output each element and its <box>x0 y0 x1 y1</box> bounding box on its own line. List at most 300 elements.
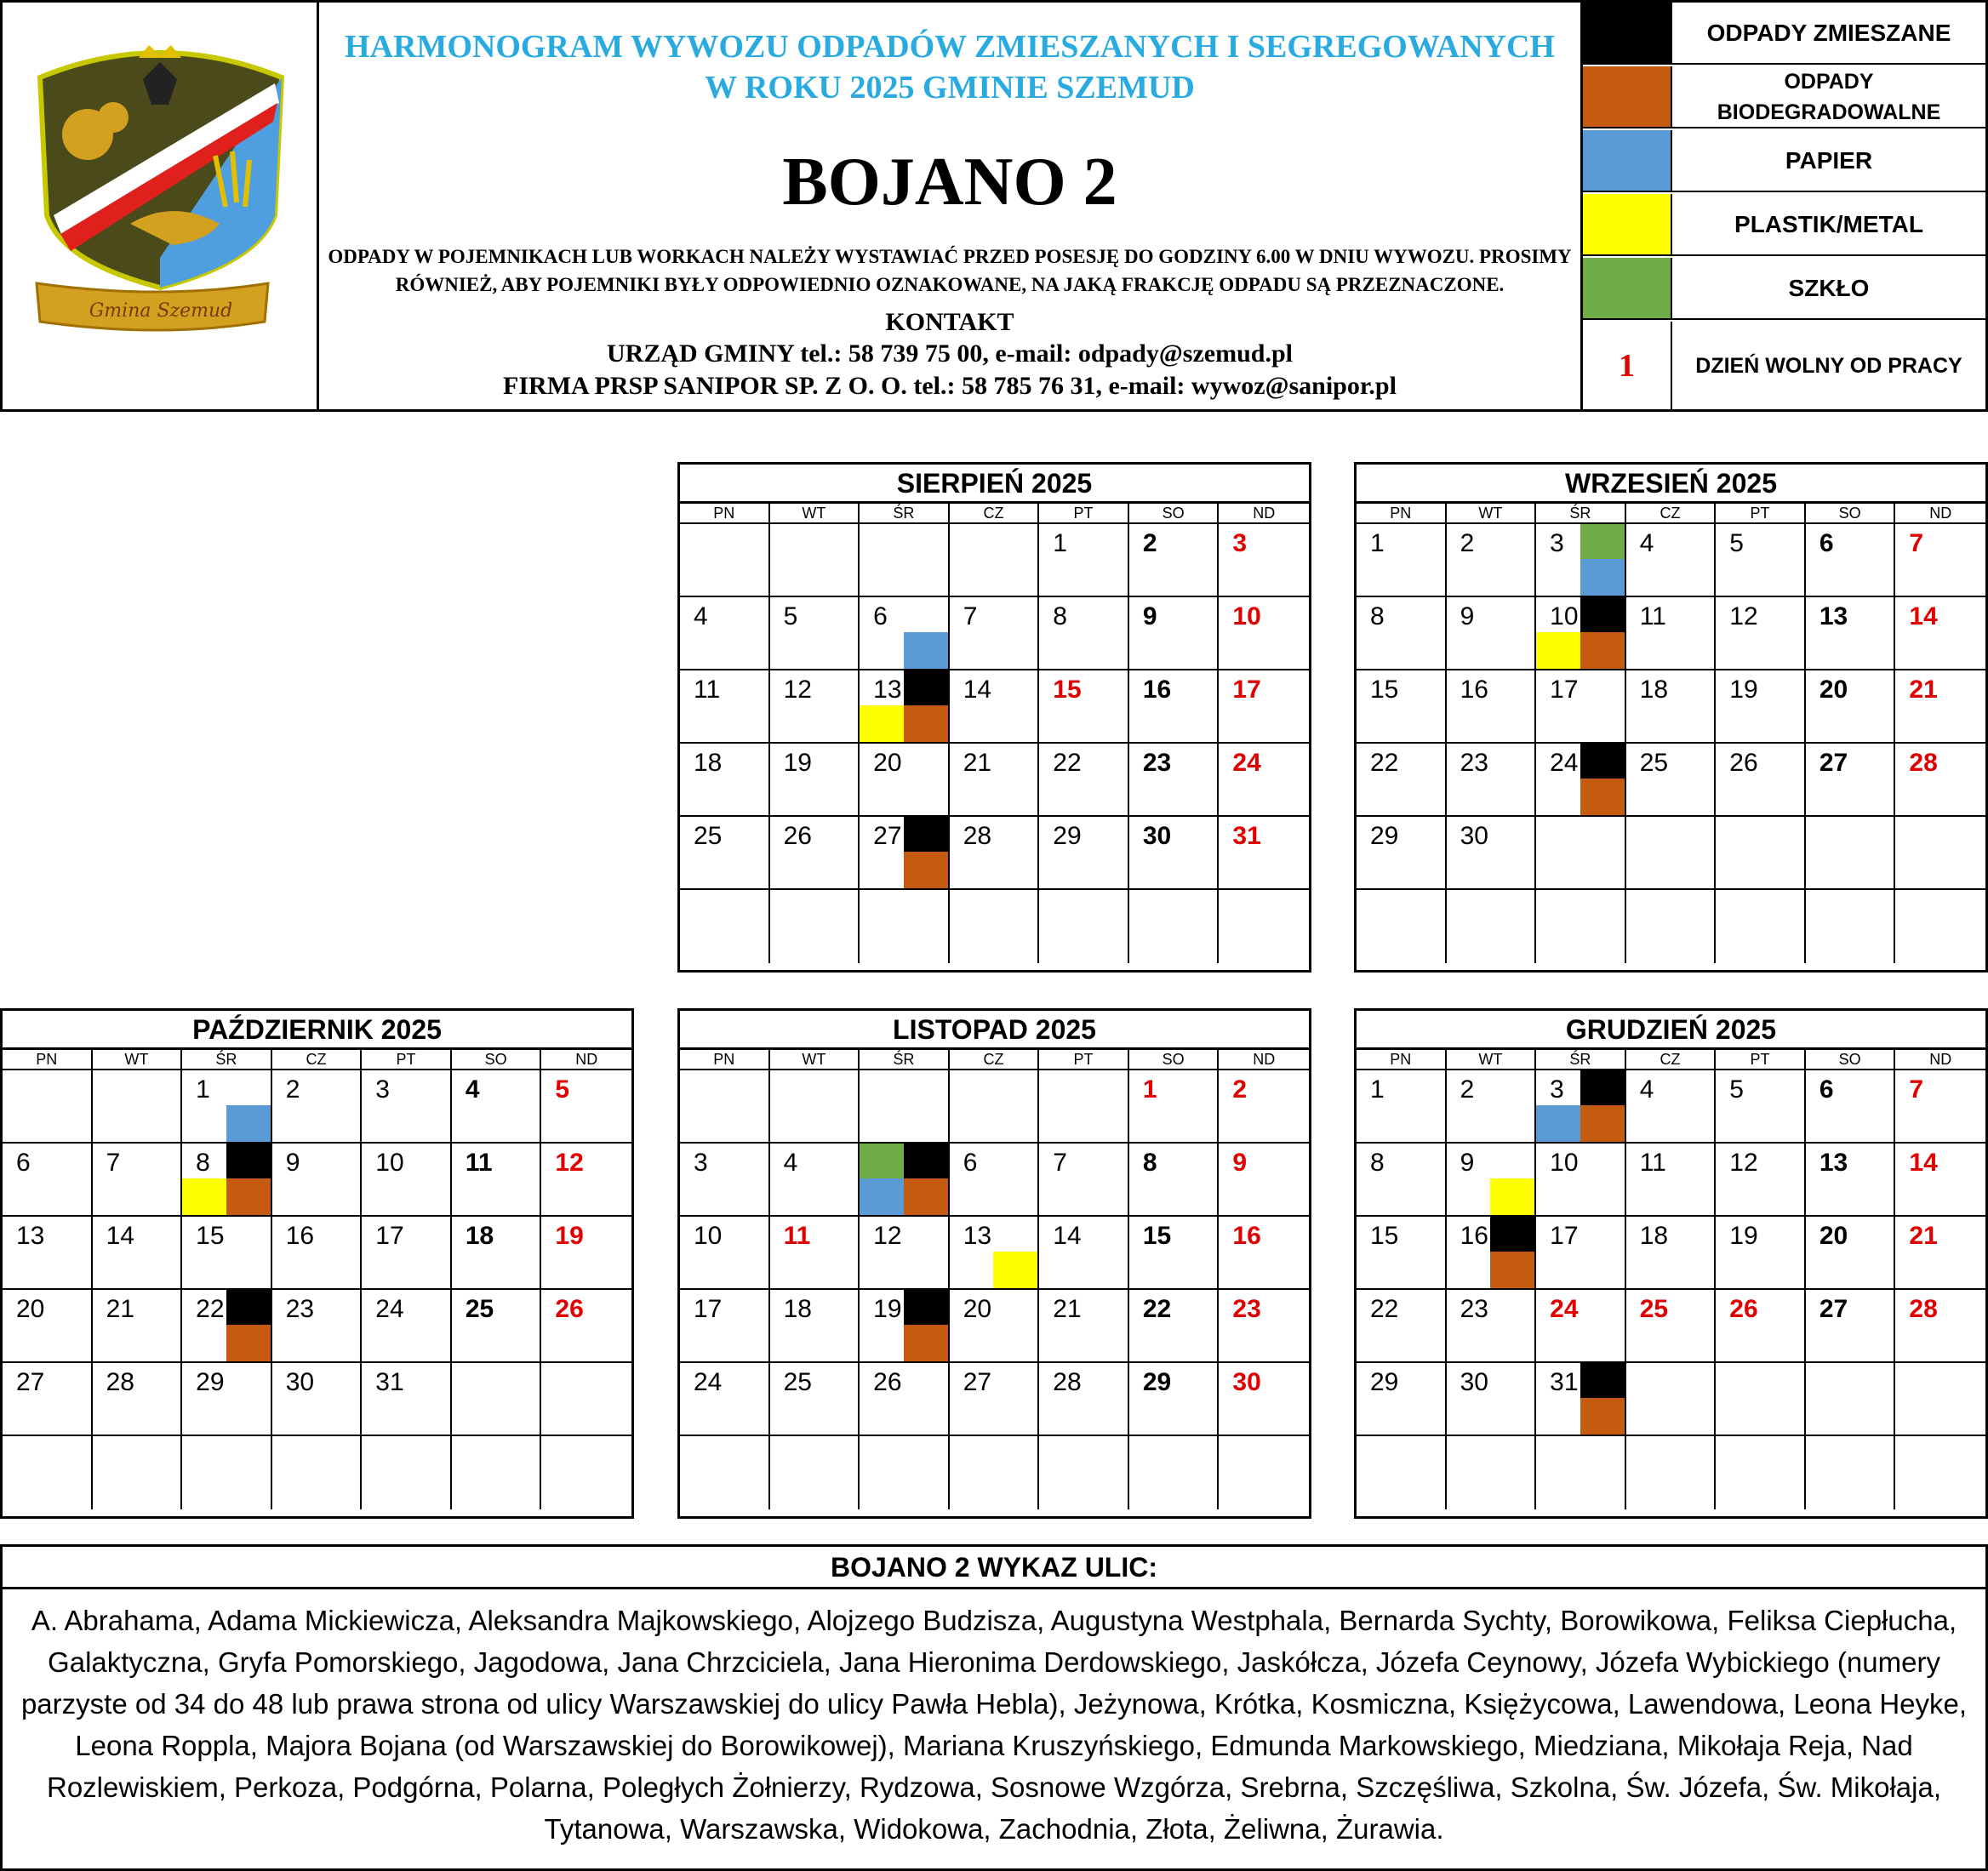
day-cell <box>950 1436 1040 1509</box>
day-number: 4 <box>783 1149 798 1177</box>
day-cell <box>950 890 1040 963</box>
day-cell <box>770 1436 860 1509</box>
day-cell <box>1895 744 1985 817</box>
day-cell <box>1039 817 1129 890</box>
day-number: 28 <box>1909 1295 1938 1323</box>
day-cell <box>1536 744 1626 817</box>
legend-bio <box>1583 66 1985 128</box>
day-number: 20 <box>16 1295 45 1323</box>
day-cell <box>3 1436 93 1509</box>
day-number: 17 <box>694 1295 723 1323</box>
day-cell <box>362 1363 452 1436</box>
day-number: 8 <box>1142 1149 1157 1177</box>
weekday-label: PN <box>1357 1050 1447 1069</box>
zmieszane-pickup-marker <box>904 1290 948 1326</box>
day-cell <box>680 1217 770 1290</box>
day-number: 13 <box>16 1222 45 1250</box>
day-number: 18 <box>694 749 723 777</box>
day-number: 7 <box>963 602 978 630</box>
day-number: 18 <box>1639 1222 1669 1250</box>
day-number: 12 <box>783 676 812 704</box>
day-cell <box>1129 670 1220 744</box>
day-cell <box>1219 1363 1309 1436</box>
weekday-label: PN <box>1357 504 1447 522</box>
day-number: 16 <box>1460 676 1488 704</box>
bio-pickup-marker <box>904 1178 948 1215</box>
weekday-label: WT <box>93 1050 183 1069</box>
day-number: 23 <box>1142 749 1172 777</box>
day-number: 9 <box>1232 1149 1248 1177</box>
day-number: 22 <box>1053 749 1082 777</box>
day-number: 8 <box>1370 602 1385 630</box>
day-number: 28 <box>963 822 992 850</box>
day-cell <box>1357 1070 1447 1144</box>
day-cell <box>1447 890 1537 963</box>
bio-pickup-marker <box>904 705 948 742</box>
street-list <box>0 1544 1988 1871</box>
weekday-label: PT <box>1039 1050 1129 1069</box>
day-cell <box>1219 744 1309 817</box>
schedule-title <box>319 26 1580 108</box>
day-cell <box>182 1217 272 1290</box>
day-cell <box>1716 670 1806 744</box>
day-cell <box>950 1070 1040 1144</box>
weekday-label: CZ <box>1626 504 1717 522</box>
day-cell <box>1039 1290 1129 1363</box>
day-cell <box>1129 890 1220 963</box>
day-number: 5 <box>555 1075 570 1104</box>
day-cell <box>1219 1436 1309 1509</box>
day-cell <box>860 670 950 744</box>
day-number: 2 <box>1460 1075 1475 1104</box>
day-cell <box>182 1290 272 1363</box>
day-number: 15 <box>1370 676 1399 704</box>
day-number: 14 <box>963 676 992 704</box>
day-number: 23 <box>1460 1295 1488 1323</box>
day-number: 9 <box>285 1149 300 1177</box>
day-cell <box>680 744 770 817</box>
day-number: 28 <box>1909 749 1938 777</box>
weekday-label: PT <box>1039 504 1129 522</box>
day-number: 15 <box>1142 1222 1172 1250</box>
day-cell <box>1716 1144 1806 1217</box>
day-cell <box>1806 524 1896 597</box>
weekday-label: ND <box>1929 1051 1952 1068</box>
day-number: 17 <box>375 1222 404 1250</box>
day-number: 12 <box>873 1222 902 1250</box>
day-cell <box>1536 1217 1626 1290</box>
day-number: 1 <box>1053 529 1067 557</box>
weekday-label: CZ <box>950 1050 1040 1069</box>
day-number: 25 <box>694 822 723 850</box>
day-cell <box>1806 1070 1896 1144</box>
day-cell <box>452 1363 542 1436</box>
day-number: 23 <box>1232 1295 1261 1323</box>
weekday-label: WT <box>1447 1050 1537 1069</box>
day-cell <box>1039 1217 1129 1290</box>
plastik-pickup-marker <box>1536 632 1580 669</box>
day-cell <box>1626 1070 1717 1144</box>
day-cell <box>541 1217 631 1290</box>
day-number: 12 <box>555 1149 584 1177</box>
calendar-sierpien <box>677 462 1311 973</box>
day-number: 19 <box>555 1222 584 1250</box>
day-cell <box>1895 1290 1985 1363</box>
day-cell <box>1806 744 1896 817</box>
day-cell <box>1357 817 1447 890</box>
day-number: 25 <box>465 1295 494 1323</box>
day-cell <box>1219 524 1309 597</box>
day-cell <box>770 1144 860 1217</box>
day-number: 26 <box>555 1295 584 1323</box>
day-cell <box>1447 524 1537 597</box>
day-cell <box>541 1144 631 1217</box>
day-number: 20 <box>873 749 902 777</box>
day-cell <box>770 817 860 890</box>
day-cell <box>452 1290 542 1363</box>
day-cell <box>272 1070 363 1144</box>
day-number: 13 <box>1819 1149 1848 1177</box>
day-cell <box>93 1436 183 1509</box>
day-cell <box>1447 817 1537 890</box>
day-cell <box>1716 1290 1806 1363</box>
legend-label: PAPIER <box>1785 146 1873 174</box>
day-number: 29 <box>1370 1368 1399 1396</box>
day-number: 6 <box>1819 1075 1834 1104</box>
day-cell <box>1039 1436 1129 1509</box>
day-number: 24 <box>1550 749 1579 777</box>
day-number: 22 <box>1370 749 1399 777</box>
day-number: 6 <box>873 602 888 630</box>
weekday-label: ND <box>575 1051 598 1068</box>
day-cell <box>770 1217 860 1290</box>
day-cell <box>770 1290 860 1363</box>
day-number: 1 <box>196 1075 210 1104</box>
plastik-pickup-marker <box>1490 1178 1534 1215</box>
day-cell <box>950 1144 1040 1217</box>
day-cell <box>860 1363 950 1436</box>
day-number: 13 <box>963 1222 992 1250</box>
day-number: 3 <box>694 1149 708 1177</box>
day-cell <box>1626 524 1717 597</box>
zmieszane-pickup-marker <box>904 817 948 853</box>
zmieszane-pickup-marker <box>226 1144 271 1180</box>
day-cell <box>1626 1363 1717 1436</box>
day-number: 25 <box>1639 1295 1669 1323</box>
day-cell <box>1447 1363 1537 1436</box>
day-cell <box>272 1290 363 1363</box>
legend <box>1583 3 1985 409</box>
day-cell <box>860 890 950 963</box>
day-cell <box>1129 1144 1220 1217</box>
day-cell <box>1219 597 1309 670</box>
day-number: 29 <box>1142 1368 1172 1396</box>
header <box>0 0 1988 412</box>
title-line-2: W ROKU 2025 GMINIE SZEMUD <box>705 70 1195 106</box>
day-cell <box>272 1144 363 1217</box>
day-cell <box>1129 1363 1220 1436</box>
day-number: 19 <box>1729 676 1758 704</box>
weekday-header <box>1357 1050 1985 1070</box>
day-number: 11 <box>783 1222 811 1250</box>
weekday-label: ŚR <box>860 1050 950 1069</box>
day-number: 3 <box>1550 1075 1564 1104</box>
day-cell <box>1626 1144 1717 1217</box>
day-cell <box>1536 1070 1626 1144</box>
day-cell <box>1806 1436 1896 1509</box>
day-cell <box>93 1144 183 1217</box>
weekday-label: SO <box>1129 1050 1220 1069</box>
day-cell <box>1536 1436 1626 1509</box>
day-cell <box>860 524 950 597</box>
bio-pickup-marker <box>1580 1398 1625 1435</box>
day-cell <box>1895 670 1985 744</box>
day-cell <box>680 670 770 744</box>
day-number: 4 <box>465 1075 480 1104</box>
logo-text: Gmina Szemud <box>89 300 233 322</box>
day-number: 4 <box>1639 529 1654 557</box>
calendar-grid <box>3 1070 631 1509</box>
weekday-label: SO <box>1129 504 1220 522</box>
day-cell <box>1806 1290 1896 1363</box>
day-number: 17 <box>1232 676 1261 704</box>
day-cell <box>950 670 1040 744</box>
day-number: 16 <box>1142 676 1172 704</box>
day-number: 31 <box>375 1368 404 1396</box>
weekday-header <box>1357 504 1985 524</box>
day-number: 15 <box>1370 1222 1399 1250</box>
day-number: 2 <box>1460 529 1475 557</box>
plastik-pickup-marker <box>182 1178 226 1215</box>
day-number: 26 <box>873 1368 902 1396</box>
day-number: 30 <box>1142 822 1172 850</box>
day-cell <box>1039 744 1129 817</box>
day-number: 1 <box>1370 529 1385 557</box>
day-number: 29 <box>196 1368 225 1396</box>
day-cell <box>680 1144 770 1217</box>
calendar-title: WRZESIEŃ 2025 <box>1357 465 1985 504</box>
day-cell <box>1536 1363 1626 1436</box>
weekday-header <box>680 1050 1309 1070</box>
papier-pickup-marker <box>860 1178 904 1215</box>
day-number: 14 <box>1909 602 1938 630</box>
day-number: 11 <box>465 1149 493 1177</box>
day-number: 9 <box>1460 1149 1475 1177</box>
day-number: 19 <box>873 1295 902 1323</box>
day-number: 12 <box>1729 602 1758 630</box>
day-number: 30 <box>1460 822 1488 850</box>
papier-pickup-marker <box>904 632 948 669</box>
day-cell <box>93 1217 183 1290</box>
weekday-label: ND <box>1253 1051 1276 1068</box>
day-cell <box>1536 670 1626 744</box>
day-cell <box>680 524 770 597</box>
legend-label: ODPADY ZMIESZANE <box>1706 19 1951 46</box>
day-cell <box>1129 817 1220 890</box>
day-number: 4 <box>694 602 708 630</box>
day-number: 11 <box>694 676 721 704</box>
day-number: 31 <box>1550 1368 1579 1396</box>
day-cell <box>1895 817 1985 890</box>
day-cell <box>1219 890 1309 963</box>
day-number: 14 <box>1909 1149 1938 1177</box>
day-cell <box>1716 817 1806 890</box>
day-cell <box>541 1070 631 1144</box>
day-number: 21 <box>1909 676 1938 704</box>
weekday-label: ND <box>1929 505 1952 522</box>
day-cell <box>3 1217 93 1290</box>
day-cell <box>272 1436 363 1509</box>
weekday-label: SO <box>452 1050 542 1069</box>
zmieszane-pickup-marker <box>1490 1217 1534 1253</box>
day-cell <box>1129 524 1220 597</box>
legend-holiday <box>1583 322 1985 409</box>
day-cell <box>362 1070 452 1144</box>
day-cell <box>1357 597 1447 670</box>
day-cell <box>1626 1290 1717 1363</box>
day-cell <box>860 597 950 670</box>
day-cell <box>1219 1070 1309 1144</box>
header-center <box>319 3 1583 409</box>
bio-pickup-marker <box>1580 632 1625 669</box>
day-number: 28 <box>106 1368 134 1396</box>
zmieszane-pickup-marker <box>226 1290 271 1326</box>
day-cell <box>950 744 1040 817</box>
day-number: 8 <box>1370 1149 1385 1177</box>
day-number: 22 <box>1142 1295 1172 1323</box>
street-list-text: A. Abrahama, Adama Mickiewicza, Aleksandra Majkowskiego, Alojzego Budzisza, Augustyna Westphala, Bernarda Sychty, Borowikowa, Feliksa Ciepłucha, Galaktyczna, Gryfa Pomorskiego, Jagodowa, Jana Chrzciciela, Jana Hieronima Derdowskiego, Jaskółcza, Józefa Ceynowy, Józefa Wybickiego (numery parzyste od 34 do 48 lub prawa strona od ulicy Warszawskiej do ulicy Pawła Hebla), Jeżynowa, Krótka, Kosmiczna, Księżycowa, Lawendowa, Leona Heyke, Leona Roppla, Majora Bojana (od Warszawskiej do Borowikowej), Mariana Kruszyńskiego, Edmunda Markowskiego, Miedziana, Mikołaja Reja, Nad Rozlewiskiem, Perkoza, Podgórna, Polarna, Poległych Żołnierzy, Rydzowa, Sosnowe Wzgórza, Srebrna, Szczęśliwa, Szkolna, Św. Józefa, Św. Mikołaja, Tytanowa, Warszawska, Widokowa, Zachodnia, Złota, Żeliwna, Żurawia. <box>20 1605 1968 1845</box>
day-cell <box>1716 1217 1806 1290</box>
bio-pickup-marker <box>226 1178 271 1215</box>
szklo-pickup-marker <box>1580 524 1625 561</box>
plastik-pickup-marker <box>860 705 904 742</box>
day-cell <box>93 1290 183 1363</box>
day-number: 7 <box>106 1149 121 1177</box>
plastik-pickup-marker <box>993 1252 1037 1288</box>
calendar-grudzien <box>1354 1008 1988 1519</box>
day-cell <box>1626 1217 1717 1290</box>
day-number: 5 <box>1729 1075 1744 1104</box>
calendar-grid <box>680 524 1309 963</box>
day-cell <box>1536 1144 1626 1217</box>
day-cell <box>1039 524 1129 597</box>
day-number: 5 <box>1729 529 1744 557</box>
day-number: 27 <box>963 1368 992 1396</box>
legend-papier <box>1583 130 1985 192</box>
day-cell <box>362 1290 452 1363</box>
day-cell <box>680 890 770 963</box>
weekday-label: ŚR <box>1536 504 1626 522</box>
day-cell <box>1626 890 1717 963</box>
day-number: 10 <box>694 1222 723 1250</box>
day-number: 9 <box>1142 602 1157 630</box>
day-number: 25 <box>783 1368 812 1396</box>
weekday-header <box>3 1050 631 1070</box>
day-number: 21 <box>1053 1295 1082 1323</box>
day-cell <box>1039 597 1129 670</box>
day-cell <box>541 1436 631 1509</box>
contact-firma: FIRMA PRSP SANIPOR SP. Z O. O. tel.: 58 785 76 31, e-mail: wywoz@sanipor.pl <box>503 372 1397 400</box>
zmieszane-pickup-marker <box>904 1144 948 1180</box>
calendar-grid <box>1357 524 1985 963</box>
day-number: 29 <box>1053 822 1082 850</box>
day-cell <box>1357 1144 1447 1217</box>
day-number: 15 <box>196 1222 225 1250</box>
day-number: 8 <box>196 1149 210 1177</box>
bio-pickup-marker <box>904 852 948 888</box>
day-cell <box>1129 744 1220 817</box>
day-number: 1 <box>1142 1075 1157 1104</box>
day-cell <box>3 1144 93 1217</box>
day-number: 27 <box>1819 1295 1848 1323</box>
day-cell <box>1129 1436 1220 1509</box>
legend-label: ODPADY BIODEGRADOWALNE <box>1717 69 1941 124</box>
day-number: 21 <box>1909 1222 1938 1250</box>
day-cell <box>1447 744 1537 817</box>
day-number: 8 <box>1053 602 1067 630</box>
day-number: 13 <box>873 676 902 704</box>
day-cell <box>1895 524 1985 597</box>
day-cell <box>1039 1070 1129 1144</box>
day-cell <box>93 1070 183 1144</box>
holiday-number: 1 <box>1583 322 1672 409</box>
zmieszane-pickup-marker <box>1580 1070 1625 1107</box>
day-cell <box>1129 597 1220 670</box>
day-number: 12 <box>1729 1149 1758 1177</box>
day-cell <box>362 1436 452 1509</box>
gmina-szemud-logo <box>3 3 319 409</box>
day-number: 17 <box>1550 1222 1579 1250</box>
calendar-title: PAŹDZIERNIK 2025 <box>3 1011 631 1050</box>
day-cell <box>452 1070 542 1144</box>
calendar-wrzesien <box>1354 462 1988 973</box>
street-list-title: BOJANO 2 WYKAZ ULIC: <box>3 1547 1985 1589</box>
day-cell <box>1219 817 1309 890</box>
calendar-title: SIERPIEŃ 2025 <box>680 465 1309 504</box>
coat-of-arms-icon <box>3 3 319 409</box>
contact-urzad: URZĄD GMINY tel.: 58 739 75 00, e-mail: odpady@szemud.pl <box>607 339 1293 368</box>
legend-szklo <box>1583 258 1985 320</box>
day-cell <box>452 1144 542 1217</box>
day-cell <box>1806 597 1896 670</box>
day-number: 2 <box>1142 529 1157 557</box>
day-cell <box>1716 1436 1806 1509</box>
bio-pickup-marker <box>904 1325 948 1361</box>
day-cell <box>362 1217 452 1290</box>
bio-pickup-marker <box>1490 1252 1534 1288</box>
day-cell <box>1357 890 1447 963</box>
day-number: 30 <box>285 1368 315 1396</box>
weekday-label: WT <box>770 504 860 522</box>
day-number: 9 <box>1460 602 1475 630</box>
day-number: 5 <box>783 602 798 630</box>
day-number: 14 <box>1053 1222 1082 1250</box>
day-cell <box>1219 1144 1309 1217</box>
day-cell <box>1806 1363 1896 1436</box>
zmieszane-pickup-marker <box>1580 744 1625 780</box>
papier-pickup-marker <box>1536 1105 1580 1142</box>
day-number: 27 <box>16 1368 45 1396</box>
day-number: 20 <box>1819 1222 1848 1250</box>
day-number: 2 <box>1232 1075 1248 1104</box>
day-cell <box>93 1363 183 1436</box>
day-cell <box>1129 1217 1220 1290</box>
day-cell <box>1129 1290 1220 1363</box>
calendar-grid <box>1357 1070 1985 1509</box>
day-number: 26 <box>1729 1295 1758 1323</box>
day-number: 24 <box>375 1295 404 1323</box>
day-cell <box>1219 1290 1309 1363</box>
